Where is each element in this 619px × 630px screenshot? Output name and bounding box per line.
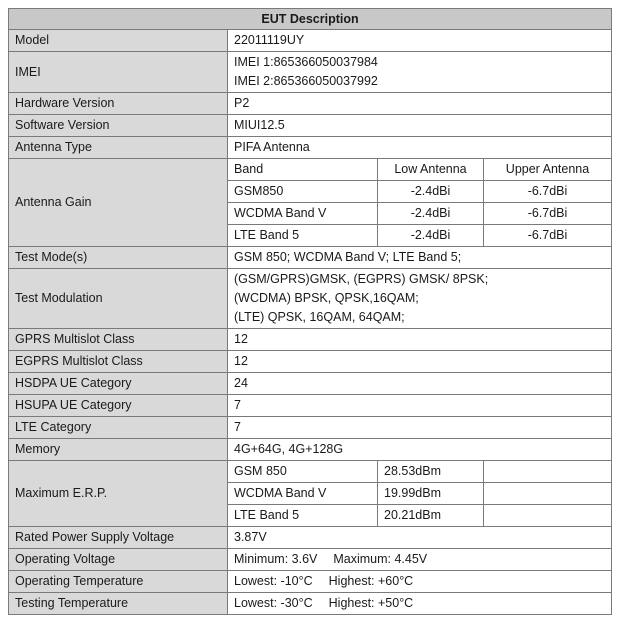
software-version-label: Software Version <box>9 115 228 137</box>
hsdpa-value: 24 <box>228 373 612 395</box>
antenna-gain-upper: -6.7dBi <box>484 225 612 247</box>
antenna-gain-header-band: Band <box>228 159 378 181</box>
operating-voltage-max: Maximum: 4.45V <box>333 552 428 566</box>
rated-voltage-value: 3.87V <box>228 527 612 549</box>
table-row <box>9 247 612 269</box>
antenna-gain-upper: -6.7dBi <box>484 181 612 203</box>
test-modes-label: Test Mode(s) <box>9 247 228 269</box>
erp-band: LTE Band 5 <box>228 505 378 527</box>
table-row <box>9 329 612 351</box>
rated-voltage-label: Rated Power Supply Voltage <box>9 527 228 549</box>
table-row <box>9 93 612 115</box>
operating-voltage-min: Minimum: 3.6V <box>234 552 318 566</box>
table-row <box>9 461 612 483</box>
antenna-gain-band: GSM850 <box>228 181 378 203</box>
table-row <box>9 159 612 181</box>
test-modulation-label: Test Modulation <box>9 269 228 329</box>
table-row <box>9 115 612 137</box>
model-label: Model <box>9 30 228 52</box>
lte-category-value: 7 <box>228 417 612 439</box>
egprs-value: 12 <box>228 351 612 373</box>
antenna-gain-low: -2.4dBi <box>378 225 484 247</box>
hsdpa-label: HSDPA UE Category <box>9 373 228 395</box>
gprs-label: GPRS Multislot Class <box>9 329 228 351</box>
erp-value: 28.53dBm <box>378 461 484 483</box>
table-row <box>9 351 612 373</box>
table-row <box>9 593 612 615</box>
table-row <box>9 373 612 395</box>
erp-empty-cell <box>484 461 612 483</box>
antenna-gain-header-low: Low Antenna <box>378 159 484 181</box>
hsupa-value: 7 <box>228 395 612 417</box>
table-title: EUT Description <box>9 9 612 30</box>
operating-temperature-value <box>228 571 612 593</box>
erp-value: 19.99dBm <box>378 483 484 505</box>
testing-temperature-low: Lowest: -30°C <box>234 596 313 610</box>
hardware-version-value: P2 <box>228 93 612 115</box>
model-value: 22011119UY <box>228 30 612 52</box>
imei-line-1: IMEI 1:865366050037984 <box>234 55 378 69</box>
antenna-type-value: PIFA Antenna <box>228 137 612 159</box>
antenna-gain-low: -2.4dBi <box>378 203 484 225</box>
antenna-gain-label: Antenna Gain <box>9 159 228 247</box>
software-version-value: MIUI12.5 <box>228 115 612 137</box>
erp-band: WCDMA Band V <box>228 483 378 505</box>
hardware-version-label: Hardware Version <box>9 93 228 115</box>
antenna-type-label: Antenna Type <box>9 137 228 159</box>
operating-temperature-high: Highest: +60°C <box>328 574 414 588</box>
table-row <box>9 571 612 593</box>
test-modulation-line-2: (WCDMA) BPSK, QPSK,16QAM; <box>234 291 419 305</box>
test-modulation-value <box>228 269 612 329</box>
testing-temperature-label: Testing Temperature <box>9 593 228 615</box>
imei-label: IMEI <box>9 52 228 93</box>
table-row <box>9 137 612 159</box>
erp-empty-cell <box>484 483 612 505</box>
operating-voltage-label: Operating Voltage <box>9 549 228 571</box>
erp-band: GSM 850 <box>228 461 378 483</box>
operating-voltage-value <box>228 549 612 571</box>
egprs-label: EGPRS Multislot Class <box>9 351 228 373</box>
eut-description-table <box>8 8 612 615</box>
memory-label: Memory <box>9 439 228 461</box>
memory-value: 4G+64G, 4G+128G <box>228 439 612 461</box>
test-modulation-line-1: (GSM/GPRS)GMSK, (EGPRS) GMSK/ 8PSK; <box>234 272 489 286</box>
table-row <box>9 439 612 461</box>
testing-temperature-value <box>228 593 612 615</box>
table-row <box>9 395 612 417</box>
erp-label: Maximum E.R.P. <box>9 461 228 527</box>
erp-value: 20.21dBm <box>378 505 484 527</box>
eut-description-table-wrap <box>8 8 611 615</box>
lte-category-label: LTE Category <box>9 417 228 439</box>
operating-temperature-label: Operating Temperature <box>9 571 228 593</box>
testing-temperature-high: Highest: +50°C <box>328 596 414 610</box>
table-row <box>9 269 612 329</box>
table-row <box>9 417 612 439</box>
erp-empty-cell <box>484 505 612 527</box>
operating-temperature-low: Lowest: -10°C <box>234 574 313 588</box>
table-row <box>9 549 612 571</box>
imei-value <box>228 52 612 93</box>
title-row <box>9 9 612 30</box>
test-modulation-line-3: (LTE) QPSK, 16QAM, 64QAM; <box>234 310 405 324</box>
antenna-gain-band: WCDMA Band V <box>228 203 378 225</box>
table-row <box>9 52 612 93</box>
table-row <box>9 30 612 52</box>
hsupa-label: HSUPA UE Category <box>9 395 228 417</box>
table-row <box>9 527 612 549</box>
antenna-gain-low: -2.4dBi <box>378 181 484 203</box>
antenna-gain-band: LTE Band 5 <box>228 225 378 247</box>
antenna-gain-header-upper: Upper Antenna <box>484 159 612 181</box>
gprs-value: 12 <box>228 329 612 351</box>
antenna-gain-upper: -6.7dBi <box>484 203 612 225</box>
imei-line-2: IMEI 2:865366050037992 <box>234 74 378 88</box>
test-modes-value: GSM 850; WCDMA Band V; LTE Band 5; <box>228 247 612 269</box>
